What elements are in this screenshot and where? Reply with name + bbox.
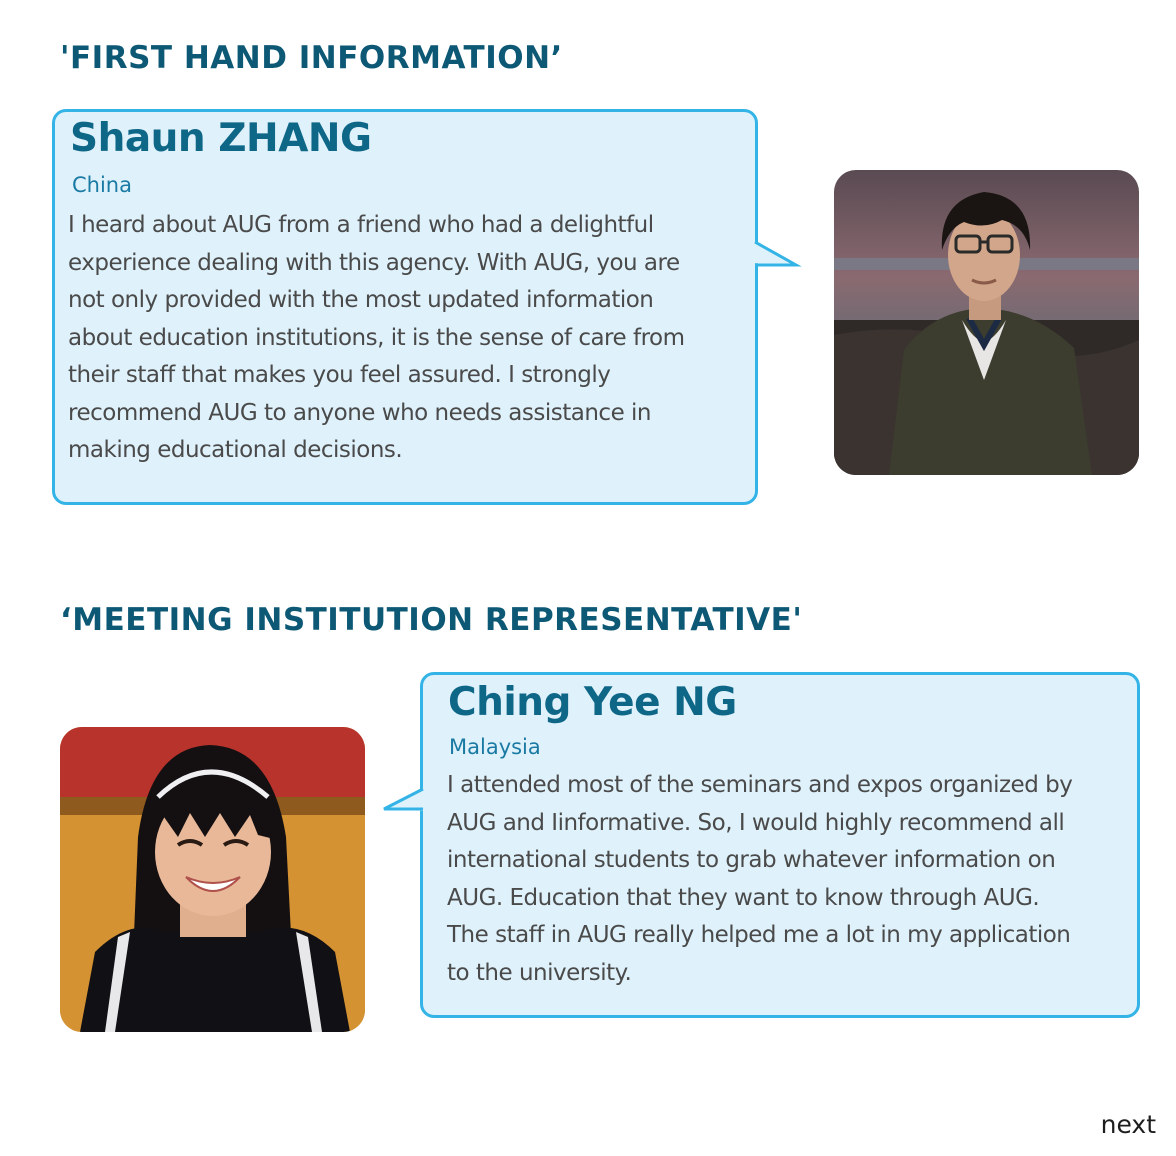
quote-line: AUG and Iinformative. So, I would highly recommend all: [447, 809, 1065, 836]
quote-line: I attended most of the seminars and expos organized by: [447, 772, 1073, 798]
testimonial-quote: [447, 767, 1072, 992]
speech-bubble-tail: [752, 235, 800, 295]
quote-line: their staff that makes you feel assured. I strongly: [68, 362, 611, 388]
section-heading-meeting-institution-representative: ‘MEETING INSTITUTION REPRESENTATIVE': [60, 602, 803, 638]
quote-line: recommend AUG to anyone who needs assistance in: [68, 399, 652, 426]
avatar-photo-ching-yee: [60, 727, 365, 1032]
testimonial-country: China: [72, 173, 132, 197]
quote-line: I heard about AUG from a friend who had a delightful: [68, 212, 654, 238]
quote-line: to the university.: [447, 959, 632, 986]
quote-line: AUG. Education that they want to know through AUG.: [447, 884, 1040, 911]
quote-line: experience dealing with this agency. With AUG, you are: [68, 249, 680, 276]
quote-line: about education institutions, it is the sense of care from: [68, 324, 685, 351]
testimonial-quote: [68, 207, 685, 470]
testimonial-name: Ching Yee NG: [448, 680, 737, 725]
next-link[interactable]: next: [1100, 1110, 1156, 1139]
quote-line: The staff in AUG really helped me a lot in my application: [447, 922, 1071, 948]
quote-line: international students to grab whatever information on: [447, 847, 1056, 873]
avatar-photo-shaun: [834, 170, 1139, 475]
testimonial-name: Shaun ZHANG: [70, 116, 372, 161]
testimonial-country: Malaysia: [449, 735, 541, 759]
speech-bubble-tail: [380, 785, 428, 845]
quote-line: making educational decisions.: [68, 437, 403, 463]
quote-line: not only provided with the most updated information: [68, 287, 654, 313]
section-heading-first-hand-information: 'FIRST HAND INFORMATION’: [60, 40, 563, 76]
